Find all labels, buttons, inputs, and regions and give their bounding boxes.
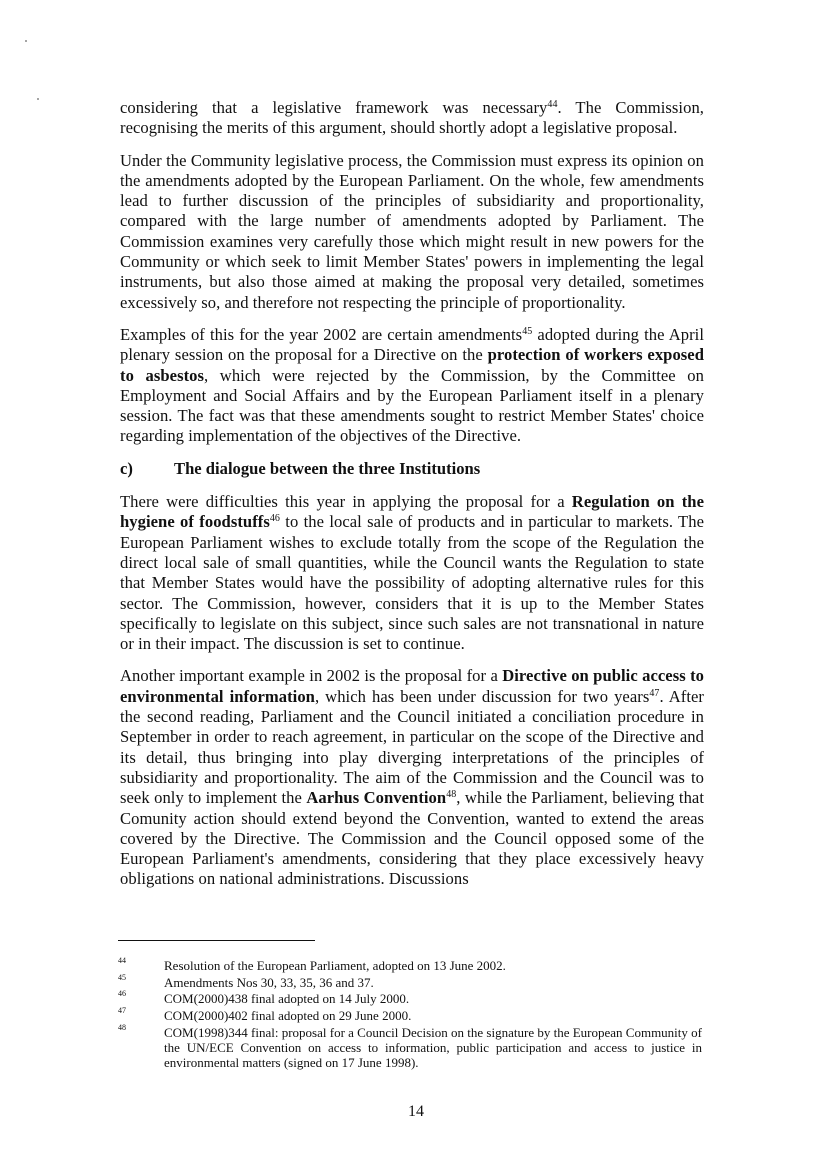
bold-phrase: Directive on public access to environmental information [120,666,704,706]
text-run: . The Commission, recognising the merits of this argument, should shortly adopt a legislative proposal. [120,98,704,138]
body-paragraph [120,666,704,889]
body-paragraph [120,151,704,313]
footnote [118,991,702,1006]
document-body [120,98,704,902]
footnote-number: 44 [118,956,126,965]
footnote-reference: 47 [649,687,660,699]
section-heading-title: The dialogue between the three Institutions [174,458,481,478]
section-heading [120,459,704,479]
footnote-number: 45 [118,972,126,982]
footnote-number: 48 [118,1022,126,1032]
text-run: Examples of this for the year 2002 are certain amendments [120,324,523,344]
scan-dot [25,40,27,42]
footnote-reference: 48 [446,789,457,801]
text-run: to the local sale of products and in particular to markets. The European Parliament wishes to exclude totally from the scope of the Regulation the direct local sale of small quantities, while the Council wants the Regulation to state that Member States would have the possibility of adopting alternative rules for this sector. The Commission, however, considers that it is up to the Member States specifically to legislate on this subject, since such sales are not transnational in nature or in their impact. The discussion is set to continue. [120,512,704,654]
section-heading-number: c) [120,458,133,478]
body-paragraph [120,325,704,447]
scan-dot [37,98,39,100]
text-run: , which were rejected by the Commission, by the Committee on Employment and Social Affairs and by the European Parliament itself in a plenary session. The fact was that these amendments sought to restrict Member States' choice regarding implementation of the objectives of the Directive. [120,365,705,446]
text-run: considering that a legislative framework was necessary [120,98,548,117]
body-paragraph [120,98,704,139]
bold-phrase: Regulation on the hygiene of foodstuffs [120,492,704,532]
text-run: , while the Parliament, believing that Comunity action should extend beyond the Convention, wanted to extend the areas covered by the Directive. The Commission and the Council opposed some of the European Parliament's amendments, considering that they place excessively heavy obligations on national administrations. Discussions [120,788,704,889]
paragraphs-after-heading [120,492,704,890]
bold-phrase: Aarhus Convention [306,788,447,808]
text-run: adopted during the April plenary session on the proposal for a Directive on the [120,324,704,365]
footnote-reference: 44 [547,99,558,110]
footnote-text: COM(1998)344 final: proposal for a Council Decision on the signature by the European Community of the UN/ECE Convention on access to information, public participation and access to justice in environmental matters (signed on 17 June 1998). [164,1024,702,1071]
footnote-number: 46 [118,989,126,999]
footnote-separator [118,940,315,941]
footnote-reference: 45 [522,325,533,337]
text-run: There were difficulties this year in applying the proposal for a [120,492,572,512]
text-run: Under the Community legislative process, the Commission must express its opinion on the amendments adopted by the European Parliament. On the whole, few amendments lead to further discussion of the principles of subsidiarity and proportionality, compared with the large number of amendments adopted by Parliament. The Commission examines very carefully those which might result in new powers for the Community or which seek to limit Member States' powers in implementing the legal instruments, but also those aimed at making the proposal very detailed, sometimes excessively so, and therefore not respecting the principle of proportionality. [120,150,704,312]
page-number: 14 [408,1103,424,1120]
footnote-text: COM(2000)438 final adopted on 14 July 2000. [164,991,410,1007]
text-run: . After the second reading, Parliament and the Council initiated a conciliation procedure in September in order to reach agreement, in particular on the scope of the Directive and its detail, thus bringing into play diverging interpretations of the principles of subsidiarity and proportionality. The aim of the Commission and the Council was to seek only to implement the [120,686,704,808]
footnote [118,958,702,973]
text-run: , which has been under discussion for two years [314,686,650,706]
footnote-reference: 46 [269,513,280,525]
bold-phrase: protection of workers exposed to asbestos [120,345,704,385]
paragraphs-before-heading [120,98,704,447]
footnote-number: 47 [118,1006,126,1016]
text-run: Another important example in 2002 is the proposal for a [120,666,503,686]
footnote [118,1008,702,1023]
footnote [118,972,702,990]
body-paragraph [120,492,704,654]
footnote-text: Amendments Nos 30, 33, 35, 36 and 37. [164,974,374,990]
footnote-text: Resolution of the European Parliament, adopted on 13 June 2002. [164,958,506,973]
footnote-text: COM(2000)402 final adopted on 29 June 2000. [164,1008,412,1024]
footnote [118,1022,702,1071]
footnotes [118,958,702,1072]
